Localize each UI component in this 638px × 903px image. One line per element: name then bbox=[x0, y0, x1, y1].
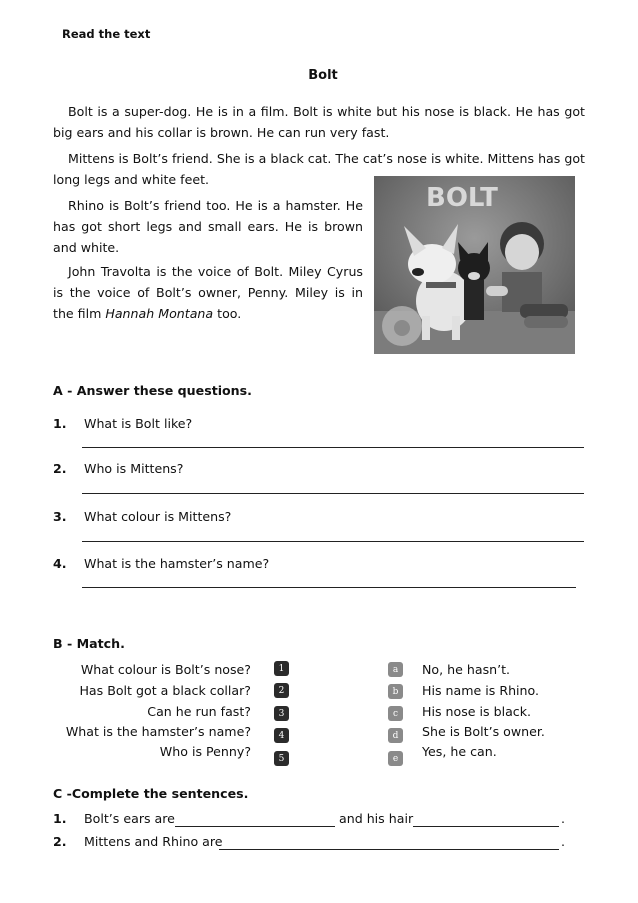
question-number: 1. bbox=[53, 416, 67, 431]
number-badge[interactable]: 4 bbox=[274, 728, 289, 743]
paragraph-2: Mittens is Bolt’s friend. She is a black cat. The cat’s nose is white. Mittens has got long legs and white feet. bbox=[53, 151, 585, 187]
number-badge[interactable]: 1 bbox=[274, 661, 289, 676]
answer-line-2[interactable] bbox=[82, 493, 584, 494]
match-question: Who is Penny? bbox=[159, 744, 251, 759]
paragraph-3: Rhino is Bolt’s friend too. He is a hamster. He has got short legs and small ears. He is brown and white. bbox=[53, 198, 363, 255]
match-question: What colour is Bolt’s nose? bbox=[80, 662, 251, 677]
letter-badge[interactable]: e bbox=[388, 751, 403, 766]
letter-badge[interactable]: c bbox=[388, 706, 403, 721]
match-answer: His name is Rhino. bbox=[422, 683, 540, 698]
sentence-end: . bbox=[561, 811, 566, 826]
section-b-heading: B - Match. bbox=[53, 636, 125, 651]
paragraph-1: Bolt is a super-dog. He is in a film. Bolt is white but his nose is black. He has got big ears and his collar is brown. He can run very fast. bbox=[53, 104, 585, 140]
question-text: What colour is Mittens? bbox=[84, 509, 232, 524]
question-text: What is the hamster’s name? bbox=[84, 556, 270, 571]
match-question: Has Bolt got a black collar? bbox=[79, 683, 251, 698]
match-question: What is the hamster’s name? bbox=[65, 724, 251, 739]
question-number: 4. bbox=[53, 556, 67, 571]
sentence-end: . bbox=[561, 834, 566, 849]
number-badge[interactable]: 2 bbox=[274, 683, 289, 698]
sentence-number: 1. bbox=[53, 811, 67, 826]
question-number: 2. bbox=[53, 461, 67, 476]
letter-badge[interactable]: a bbox=[388, 662, 403, 677]
movie-poster-image bbox=[374, 176, 575, 354]
letter-badge[interactable]: d bbox=[388, 728, 403, 743]
blank-line-hair[interactable] bbox=[413, 826, 559, 827]
page-title: Bolt bbox=[308, 68, 338, 83]
question-text: Who is Mittens? bbox=[84, 461, 184, 476]
match-answer: Yes, he can. bbox=[422, 744, 497, 759]
poster-title: BOLT bbox=[426, 183, 498, 213]
blank-line-mittens-rhino[interactable] bbox=[219, 849, 559, 850]
answer-line-1[interactable] bbox=[82, 447, 584, 448]
film-title: Hannah Montana bbox=[105, 306, 214, 321]
blank-line-ears[interactable] bbox=[175, 826, 335, 827]
match-answer: No, he hasn’t. bbox=[422, 662, 511, 677]
paragraph-4: John Travolta is the voice of Bolt. Miley Cyrus is the voice of Bolt’s owner, Penny. Miley is in the film Hannah Montana too. bbox=[53, 264, 363, 321]
sentence-part: and his hair bbox=[339, 811, 414, 826]
section-c-heading: C -Complete the sentences. bbox=[53, 786, 249, 801]
answer-line-4[interactable] bbox=[82, 587, 576, 588]
match-answer: She is Bolt’s owner. bbox=[422, 724, 545, 739]
question-number: 3. bbox=[53, 509, 67, 524]
section-a-heading: A - Answer these questions. bbox=[53, 383, 252, 398]
match-answer: His nose is black. bbox=[422, 704, 532, 719]
question-text: What is Bolt like? bbox=[84, 416, 193, 431]
match-question: Can he run fast? bbox=[147, 704, 251, 719]
number-badge[interactable]: 5 bbox=[274, 751, 289, 766]
sentence-part: Bolt’s ears are bbox=[84, 811, 175, 826]
sentence-part: Mittens and Rhino are bbox=[84, 834, 223, 849]
sentence-number: 2. bbox=[53, 834, 67, 849]
answer-line-3[interactable] bbox=[82, 541, 584, 542]
letter-badge[interactable]: b bbox=[388, 684, 403, 699]
instruction: Read the text bbox=[62, 27, 151, 41]
number-badge[interactable]: 3 bbox=[274, 706, 289, 721]
